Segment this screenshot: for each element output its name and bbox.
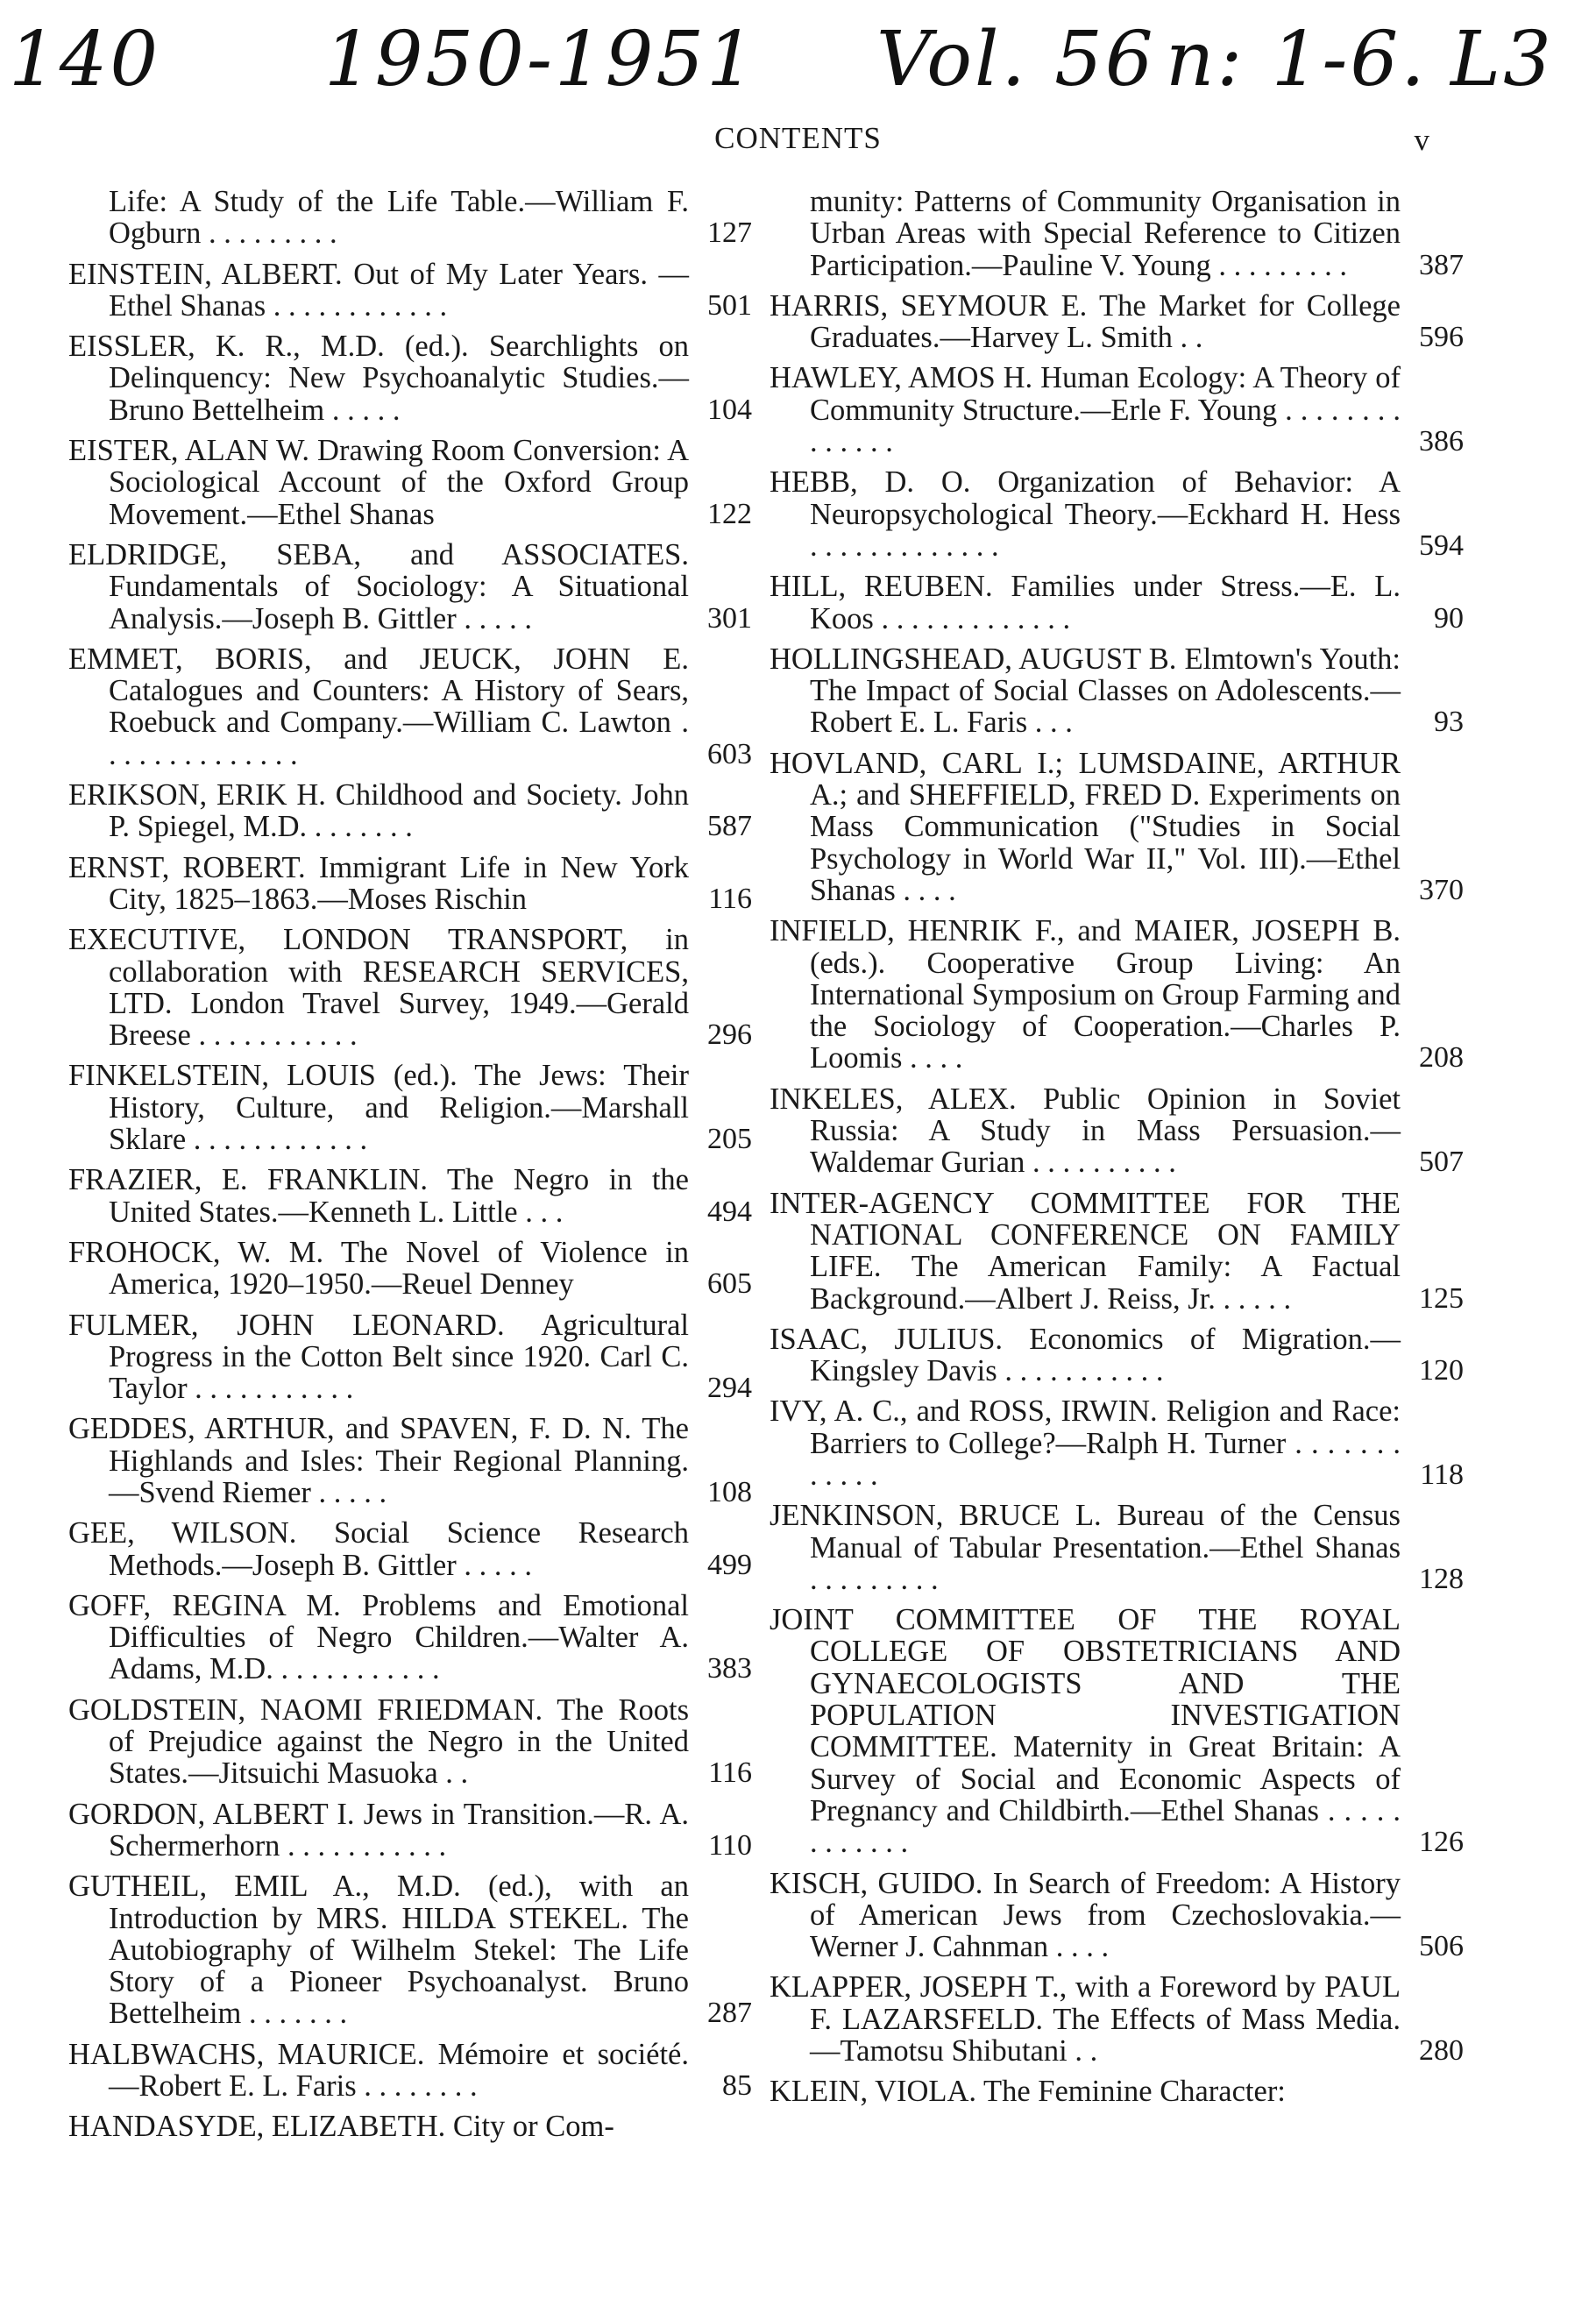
entry-text: munity: Patterns of Community Organisation in Urban Areas with Special Reference to Citizen Participation.—Pauline V. Young . . . . . . . . . bbox=[810, 185, 1401, 282]
index-entry bbox=[68, 1590, 752, 1685]
index-entry bbox=[68, 1164, 752, 1228]
index-entry bbox=[770, 643, 1464, 739]
index-entry bbox=[770, 1188, 1464, 1315]
index-entry bbox=[68, 643, 752, 770]
entry-text: INFIELD, HENRIK F., and MAIER, JOSEPH B. (eds.). Cooperative Group Living: An International Symposium on Group Farming and the Sociology of Cooperation.—Charles P. Loomis . . . . bbox=[770, 914, 1401, 1075]
index-entry bbox=[68, 330, 752, 426]
entry-text: ERIKSON, ERIK H. Childhood and Society. John P. Spiegel, M.D. . . . . . . . bbox=[68, 778, 689, 844]
entry-text: GUTHEIL, EMIL A., M.D. (ed.), with an Introduction by MRS. HILDA STEKEL. The Autobiography of Wilhelm Stekel: The Life Story of a Pioneer Psychoanalyst. Bruno Bettelheim . . . . . . . bbox=[68, 1870, 689, 2031]
index-entry bbox=[68, 852, 752, 916]
entry-page-number: 116 bbox=[708, 882, 752, 915]
entry-text: HARRIS, SEYMOUR E. The Market for College Graduates.—Harvey L. Smith . . bbox=[770, 288, 1401, 355]
index-entry bbox=[68, 259, 752, 323]
index-entry bbox=[770, 1395, 1464, 1491]
entry-text: GORDON, ALBERT I. Jews in Transition.—R. A. Schermerhorn . . . . . . . . . . . bbox=[68, 1797, 689, 1863]
index-entry bbox=[68, 779, 752, 843]
index-entry bbox=[770, 1604, 1464, 1858]
index-entry bbox=[68, 1517, 752, 1581]
entry-page-number: 383 bbox=[707, 1652, 752, 1685]
entry-text: ERNST, ROBERT. Immigrant Life in New York City, 1825–1863.—Moses Rischin bbox=[68, 850, 689, 916]
entry-page-number: 108 bbox=[707, 1475, 752, 1508]
entry-page-number: 294 bbox=[707, 1372, 752, 1405]
entry-text: JOINT COMMITTEE OF THE ROYAL COLLEGE OF OBSTETRICIANS AND GYNAECOLOGISTS AND THE POPULATION INVESTIGATION COMMITTEE. Maternity in Great Britain: A Survey of Social and Economic Aspects of Pregnancy and Childbirth.—Ethel Shanas . . . . . . . . . . . . bbox=[770, 1603, 1401, 1860]
index-entry bbox=[68, 1237, 752, 1301]
entry-page-number: 296 bbox=[707, 1018, 752, 1052]
entry-page-number: 287 bbox=[707, 1997, 752, 2030]
entry-page-number: 499 bbox=[707, 1548, 752, 1581]
entry-text: ISAAC, JULIUS. Economics of Migration.—Kingsley Davis . . . . . . . . . . . bbox=[770, 1322, 1401, 1388]
index-entry bbox=[770, 748, 1464, 906]
entry-text: EXECUTIVE, LONDON TRANSPORT, in collaboration with RESEARCH SERVICES, LTD. London Travel Survey, 1949.—Gerald Breese . . . . . . . . . . . bbox=[68, 923, 689, 1053]
entry-page-number: 126 bbox=[1419, 1826, 1464, 1859]
entry-text: INTER-AGENCY COMMITTEE FOR THE NATIONAL CONFERENCE ON FAMILY LIFE. The American Family: A Factual Background.—Albert J. Reiss, Jr. . . . . . bbox=[770, 1186, 1401, 1316]
entry-page-number: 386 bbox=[1419, 425, 1464, 458]
index-entry bbox=[68, 435, 752, 530]
entry-page-number: 93 bbox=[1434, 706, 1464, 739]
index-entry bbox=[770, 2075, 1464, 2107]
entry-page-number: 85 bbox=[722, 2069, 752, 2103]
index-entry bbox=[770, 362, 1464, 458]
entry-page-number: 208 bbox=[1419, 1041, 1464, 1075]
entry-text: HOVLAND, CARL I.; LUMSDAINE, ARTHUR A.; and SHEFFIELD, FRED D. Experiments on Mass Communication ("Studies in Social Psychology in World War II," Vol. III).—Ethel Shanas . . . . bbox=[770, 746, 1401, 907]
index-entry bbox=[68, 2111, 752, 2142]
index-entry bbox=[770, 186, 1464, 281]
entry-text: GEE, WILSON. Social Science Research Methods.—Joseph B. Gittler . . . . . bbox=[68, 1516, 689, 1582]
index-entry bbox=[68, 539, 752, 635]
index-entry bbox=[68, 1413, 752, 1508]
entry-text: GOFF, REGINA M. Problems and Emotional Difficulties of Negro Children.—Walter A. Adams, M.D. . . . . . . . . . . . bbox=[68, 1588, 689, 1686]
index-entry bbox=[770, 1323, 1464, 1387]
entry-text: Life: A Study of the Life Table.—William F. Ogburn . . . . . . . . . bbox=[109, 185, 689, 251]
index-entry bbox=[68, 2039, 752, 2103]
entry-page-number: 605 bbox=[707, 1267, 752, 1301]
entry-text: HANDASYDE, ELIZABETH. City or Com- bbox=[68, 2110, 614, 2144]
entry-page-number: 125 bbox=[1419, 1281, 1464, 1315]
entry-page-number: 120 bbox=[1419, 1354, 1464, 1387]
entry-text: EMMET, BORIS, and JEUCK, JOHN E. Catalogues and Counters: A History of Sears, Roebuck and Company.—William C. Lawton . . . . . . . . . . . . . . bbox=[68, 642, 689, 771]
entry-text: FROHOCK, W. M. The Novel of Violence in America, 1920–1950.—Reuel Denney bbox=[68, 1235, 689, 1302]
page-header bbox=[0, 121, 1596, 174]
left-column bbox=[68, 186, 752, 2152]
index-entry bbox=[68, 1694, 752, 1790]
entry-text: GOLDSTEIN, NAOMI FRIEDMAN. The Roots of Prejudice against the Negro in the United States.—Jitsuichi Masuoka . . bbox=[68, 1692, 689, 1791]
entry-text: EINSTEIN, ALBERT. Out of My Later Years. —Ethel Shanas . . . . . . . . . . . . bbox=[68, 257, 689, 323]
index-entry bbox=[68, 1060, 752, 1155]
entry-page-number: 494 bbox=[707, 1195, 752, 1228]
index-entry bbox=[770, 1500, 1464, 1595]
entry-page-number: 594 bbox=[1419, 529, 1464, 562]
entry-page-number: 90 bbox=[1434, 601, 1464, 635]
entry-text: KLAPPER, JOSEPH T., with a Foreword by PAUL F. LAZARSFELD. The Effects of Mass Media.—Tamotsu Shibutani . . bbox=[770, 1970, 1401, 2068]
index-entry bbox=[770, 1971, 1464, 2067]
index-entry bbox=[68, 924, 752, 1051]
handwritten-volume: Vol. 56 bbox=[876, 16, 1156, 103]
entry-page-number: 116 bbox=[708, 1756, 752, 1790]
entry-page-number: 596 bbox=[1419, 321, 1464, 354]
entry-text: HILL, REUBEN. Families under Stress.—E. L. Koos . . . . . . . . . . . . . bbox=[770, 570, 1401, 635]
index-entry bbox=[770, 1083, 1464, 1179]
entry-page-number: 506 bbox=[1419, 1930, 1464, 1963]
entry-page-number: 128 bbox=[1419, 1562, 1464, 1595]
entry-page-number: 122 bbox=[707, 497, 752, 530]
index-entry bbox=[770, 915, 1464, 1074]
entry-text: HALBWACHS, MAURICE. Mémoire et société. —Robert E. L. Faris . . . . . . . . bbox=[68, 2037, 689, 2104]
index-entry bbox=[68, 1309, 752, 1405]
index-entry bbox=[770, 290, 1464, 354]
entry-page-number: 301 bbox=[707, 601, 752, 635]
entry-page-number: 370 bbox=[1419, 873, 1464, 906]
entry-text: FINKELSTEIN, LOUIS (ed.). The Jews: Their History, Culture, and Religion.—Marshall Sklare . . . . . . . . . . . . bbox=[68, 1059, 689, 1157]
handwritten-years: 1950-1951 bbox=[324, 16, 757, 103]
handwritten-number: 140 bbox=[9, 16, 161, 103]
page-title: CONTENTS bbox=[714, 121, 882, 155]
index-entry bbox=[770, 466, 1464, 562]
entry-text: JENKINSON, BRUCE L. Bureau of the Census Manual of Tabular Presentation.—Ethel Shanas . . . . . . . . . bbox=[770, 1499, 1401, 1596]
entry-text: IVY, A. C., and ROSS, IRWIN. Religion and Race: Barriers to College?—Ralph H. Turner . . . . . . . . . . . . bbox=[770, 1394, 1401, 1492]
entry-page-number: 603 bbox=[707, 737, 752, 770]
entry-text: EISTER, ALAN W. Drawing Room Conversion: A Sociological Account of the Oxford Group Movement.—Ethel Shanas bbox=[68, 434, 689, 531]
entry-page-number: 387 bbox=[1419, 248, 1464, 281]
index-entry bbox=[770, 571, 1464, 635]
entry-text: FULMER, JOHN LEONARD. Agricultural Progress in the Cotton Belt since 1920. Carl C. Taylor . . . . . . . . . . . bbox=[68, 1308, 689, 1406]
entry-page-number: 280 bbox=[1419, 2034, 1464, 2068]
index-entry bbox=[770, 1868, 1464, 1963]
index-entry bbox=[68, 1799, 752, 1863]
index-entry bbox=[68, 1870, 752, 2029]
handwritten-code: L3 bbox=[1451, 16, 1554, 103]
entry-page-number: 110 bbox=[708, 1828, 752, 1862]
entry-text: FRAZIER, E. FRANKLIN. The Negro in the United States.—Kenneth L. Little . . . bbox=[68, 1163, 689, 1229]
page-number: v bbox=[1414, 123, 1429, 157]
entry-page-number: 507 bbox=[1419, 1146, 1464, 1179]
right-column bbox=[770, 186, 1464, 2117]
entry-text: HOLLINGSHEAD, AUGUST B. Elmtown's Youth: The Impact of Social Classes on Adolescents.—Robert E. L. Faris . . . bbox=[770, 642, 1401, 740]
handwritten-annotation bbox=[0, 0, 1596, 127]
index-entry bbox=[68, 186, 752, 250]
entry-text: KISCH, GUIDO. In Search of Freedom: A History of American Jews from Czechoslovakia.—Werner J. Cahnman . . . . bbox=[770, 1866, 1401, 1964]
handwritten-issues: n: 1-6. bbox=[1166, 16, 1428, 103]
entry-text: ELDRIDGE, SEBA, and ASSOCIATES. Fundamentals of Sociology: A Situational Analysis.—Joseph B. Gittler . . . . . bbox=[68, 537, 689, 635]
entry-text: INKELES, ALEX. Public Opinion in Soviet Russia: A Study in Mass Persuasion.—Waldemar Gurian . . . . . . . . . . bbox=[770, 1082, 1401, 1180]
entry-text: HEBB, D. O. Organization of Behavior: A Neuropsychological Theory.—Eckhard H. Hess . . . . . . . . . . . . . bbox=[770, 465, 1401, 563]
entry-text: GEDDES, ARTHUR, and SPAVEN, F. D. N. The Highlands and Isles: Their Regional Planning.—Svend Riemer . . . . . bbox=[68, 1412, 689, 1509]
entry-page-number: 118 bbox=[1420, 1458, 1464, 1491]
entry-page-number: 205 bbox=[707, 1123, 752, 1156]
entry-text: HAWLEY, AMOS H. Human Ecology: A Theory of Community Structure.—Erle F. Young . . . . . . . . . . . . . . bbox=[770, 361, 1401, 459]
entry-page-number: 587 bbox=[707, 810, 752, 843]
entry-text: EISSLER, K. R., M.D. (ed.). Searchlights on Delinquency: New Psychoanalytic Studies.—Bruno Bettelheim . . . . . bbox=[68, 330, 689, 427]
entry-text: KLEIN, VIOLA. The Feminine Character: bbox=[770, 2075, 1286, 2109]
entry-page-number: 127 bbox=[707, 216, 752, 250]
entry-page-number: 104 bbox=[707, 393, 752, 426]
entry-page-number: 501 bbox=[707, 288, 752, 322]
